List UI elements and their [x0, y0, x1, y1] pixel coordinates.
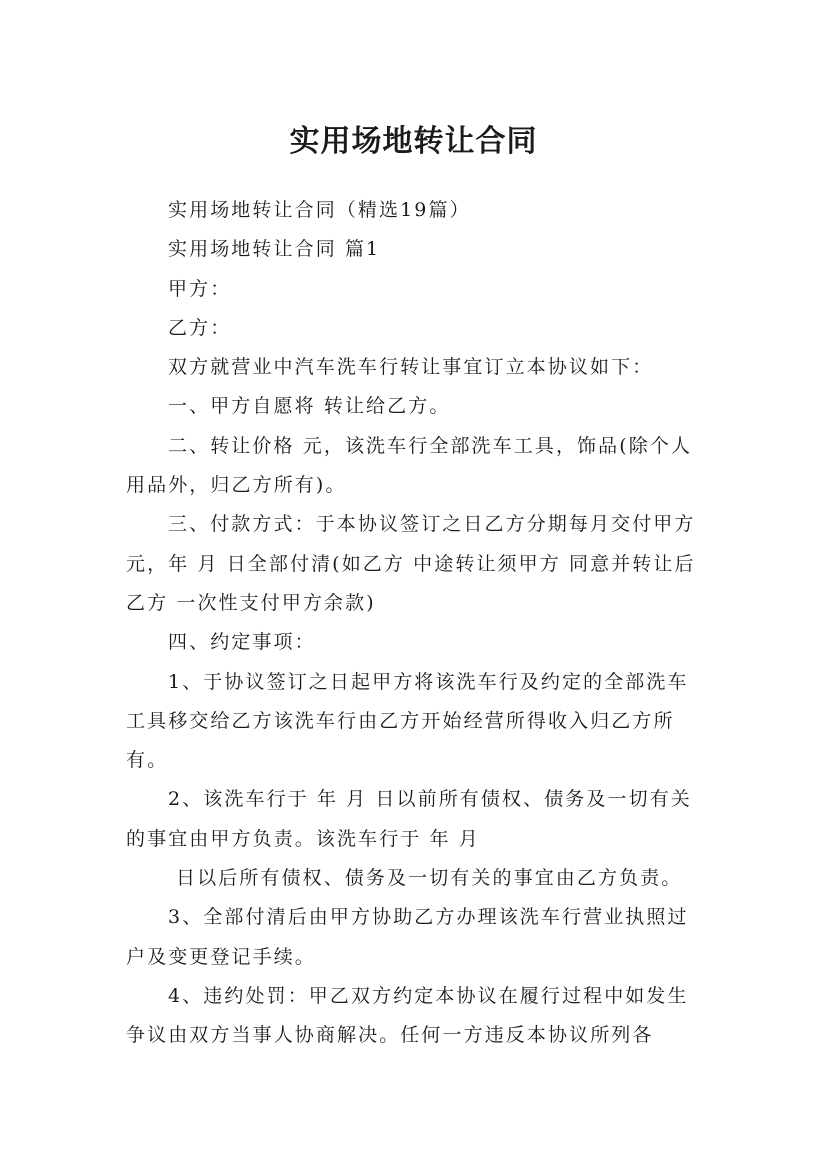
- paragraph-clause-4-heading: 四、约定事项：: [168, 631, 316, 654]
- paragraph-collection-title: 实用场地转让合同（精选19篇）: [168, 199, 471, 221]
- paragraph-item-3: 3、全部付清后由甲方协助乙方办理该洗车行营业执照过户及变更登记手续。: [126, 906, 689, 968]
- paragraph-clause-2: 二、转让价格 元，该洗车行全部洗车工具，饰品(除个人用品外，归乙方所有)。: [126, 434, 693, 497]
- paragraph-section-heading: 实用场地转让合同 篇1: [168, 238, 381, 261]
- paragraph-item-1: 1、于协议签订之日起甲方将该洗车行及约定的全部洗车工具移交给乙方该洗车行由乙方开始经营所得收入归乙方所有。: [126, 670, 689, 772]
- paragraph-item-2-continued: 日以后所有债权、债务及一切有关的事宜由乙方负责。: [176, 867, 683, 890]
- document-body: [126, 191, 706, 1056]
- paragraph-item-2: 2、该洗车行于 年 月 日以前所有债权、债务及一切有关的事宜由甲方负责。该洗车行于 年 月: [126, 788, 692, 850]
- paragraph-clause-1: 一、甲方自愿将 转让给乙方。: [168, 395, 451, 418]
- document-title: 实用场地转让合同: [289, 124, 538, 160]
- paragraph-party-b: 乙方：: [168, 316, 232, 339]
- paragraph-item-4: 4、违约处罚：甲乙双方约定本协议在履行过程中如发生争议由双方当事人协商解决。任何一方违反本协议所列各: [126, 984, 689, 1047]
- paragraph-party-a: 甲方：: [168, 277, 232, 300]
- paragraph-clause-3: 三、付款方式：于本协议签订之日乙方分期每月交付甲方 元，年 月 日全部付清(如乙方 中途转让须甲方 同意并转让后乙方 一次性支付甲方余款): [126, 513, 696, 614]
- paragraph-intro: 双方就营业中汽车洗车行转让事宜订立本协议如下：: [168, 356, 654, 379]
